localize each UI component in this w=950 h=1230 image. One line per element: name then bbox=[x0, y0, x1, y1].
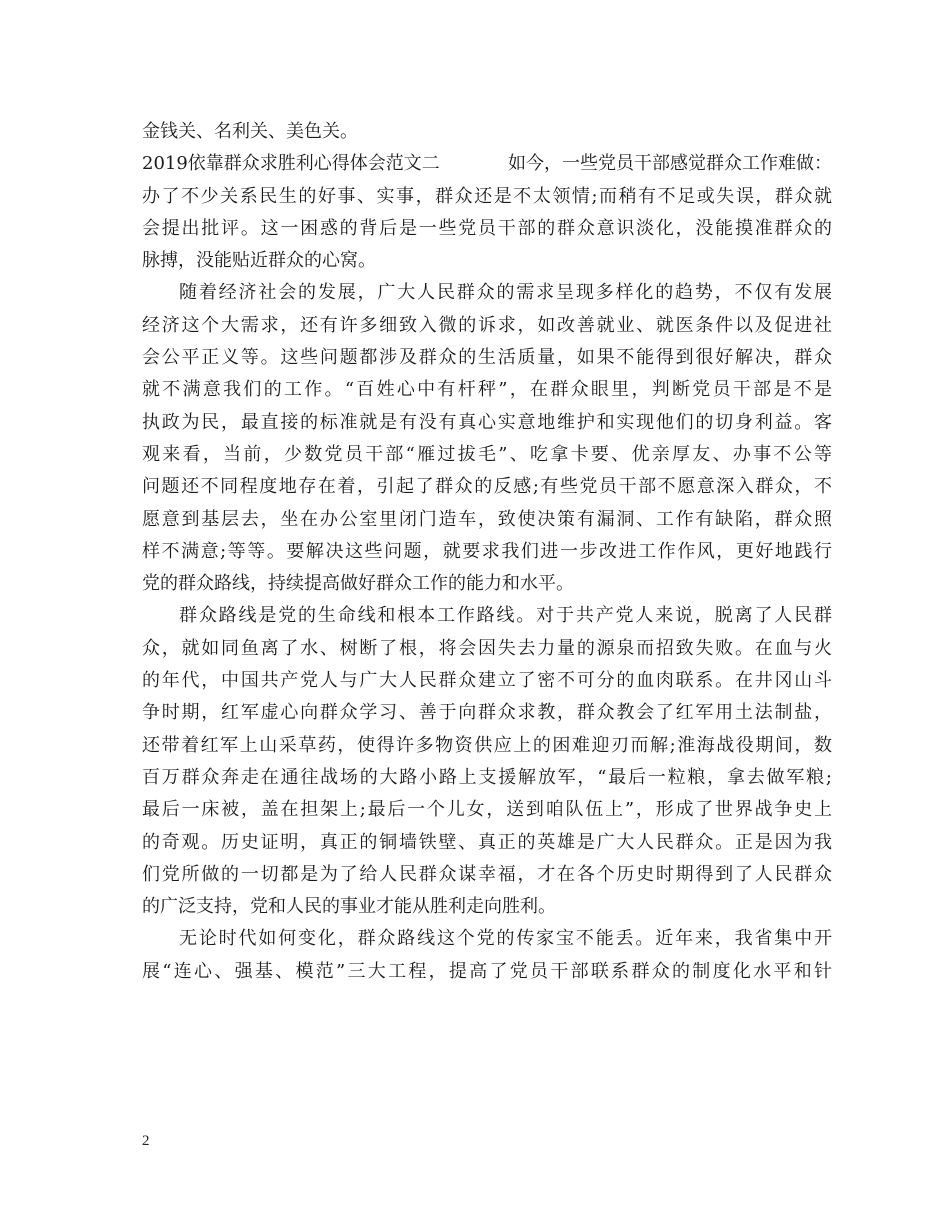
text-line: 们党所做的一切都是为了给人民群众谋幸福，才在各个历史时期得到了人民群众 bbox=[142, 863, 832, 885]
document-body bbox=[142, 116, 832, 988]
text-line: 党的群众路线，持续提高做好群众工作的能力和水平。 bbox=[142, 573, 574, 595]
text-line: 执政为民，最直接的标准就是有没有真心实意地维护和实现他们的切身利益。客 bbox=[142, 411, 832, 433]
text-line: 展“连心、强基、模范”三大工程，提高了党员干部联系群众的制度化水平和针 bbox=[142, 960, 832, 982]
page-number: 2 bbox=[142, 1133, 150, 1149]
text-line: 的奇观。历史证明，真正的铜墙铁壁、真正的英雄是广大人民群众。正是因为我 bbox=[142, 831, 832, 853]
text-line: 的年代，中国共产党人与广大人民群众建立了密不可分的血肉联系。在井冈山斗 bbox=[142, 670, 832, 692]
text-line: 金钱关、名利关、美色关。 bbox=[142, 121, 358, 142]
text-line: 众，就如同鱼离了水、树断了根，将会因失去力量的源泉而招致失败。在血与火 bbox=[142, 637, 832, 659]
paragraph-start: 无论时代如何变化，群众路线这个党的传家宝不能丢。近年来，我省集中开 bbox=[179, 928, 832, 950]
text-line: 还带着红军上山采草药，使得许多物资供应上的困难迎刃而解;淮海战役期间，数 bbox=[142, 734, 832, 756]
paragraph-start: 群众路线是党的生命线和根本工作路线。对于共产党人来说，脱离了人民群 bbox=[179, 605, 832, 627]
text-line: 如今，一些党员干部感觉群众工作难做： bbox=[508, 153, 832, 175]
paragraph-start: 随着经济社会的发展，广大人民群众的需求呈现多样化的趋势，不仅有发展 bbox=[179, 282, 832, 304]
article-title: 2019依靠群众求胜利心得体会范文二 bbox=[142, 153, 440, 175]
text-line: 办了不少关系民生的好事、实事，群众还是不太领情;而稍有不足或失误，群众就 bbox=[142, 185, 832, 207]
text-line: 会提出批评。这一困惑的背后是一些党员干部的群众意识淡化，没能摸准群众的 bbox=[142, 217, 832, 239]
article-title-line bbox=[142, 148, 832, 180]
text-line: 脉搏，没能贴近群众的心窝。 bbox=[142, 250, 376, 272]
text-line: 会公平正义等。这些问题都涉及群众的生活质量，如果不能得到很好解决，群众 bbox=[142, 347, 832, 369]
text-line: 争时期，红军虚心向群众学习、善于向群众求教，群众教会了红军用土法制盐， bbox=[142, 702, 832, 724]
text-line: 就不满意我们的工作。“百姓心中有杆秤”，在群众眼里，判断党员干部是不是 bbox=[142, 379, 832, 401]
text-line: 问题还不同程度地存在着，引起了群众的反感;有些党员干部不愿意深入群众，不 bbox=[142, 476, 832, 498]
text-line: 最后一床被，盖在担架上;最后一个儿女，送到咱队伍上”，形成了世界战争史上 bbox=[142, 799, 832, 821]
text-line: 观来看，当前，少数党员干部“雁过拔毛”、吃拿卡要、优亲厚友、办事不公等 bbox=[142, 443, 832, 465]
text-line: 的广泛支持，党和人民的事业才能从胜利走向胜利。 bbox=[142, 896, 556, 918]
text-line: 经济这个大需求，还有许多细致入微的诉求，如改善就业、就医条件以及促进社 bbox=[142, 314, 832, 336]
text-line: 愿意到基层去，坐在办公室里闭门造车，致使决策有漏洞、工作有缺陷，群众照 bbox=[142, 508, 832, 530]
text-line: 百万群众奔走在通往战场的大路小路上支援解放军，“最后一粒粮，拿去做军粮; bbox=[142, 766, 832, 788]
text-line: 样不满意;等等。要解决这些问题，就要求我们进一步改进工作作风，更好地践行 bbox=[142, 540, 832, 562]
